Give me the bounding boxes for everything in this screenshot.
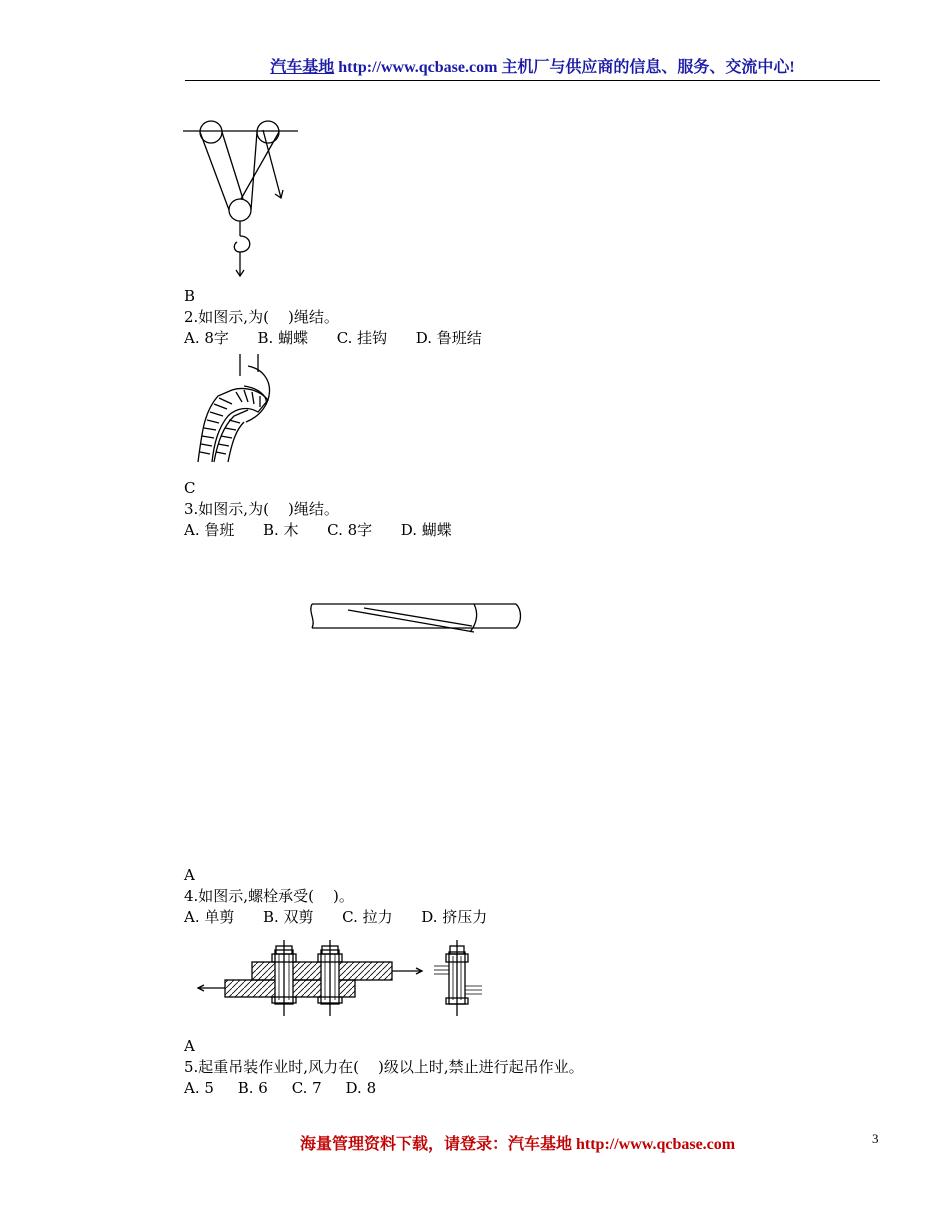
options-4: A. 单剪 B. 双剪 C. 拉力 D. 挤压力: [184, 908, 488, 926]
site-url[interactable]: http://www.qcbase.com: [338, 59, 498, 76]
hitch-knot-figure: [188, 352, 278, 467]
page-header: [185, 56, 880, 81]
answer-2: C: [184, 479, 196, 497]
options-2: A. 8字 B. 蝴蝶 C. 挂钩 D. 鲁班结: [184, 329, 482, 347]
question-2: 2.如图示,为( )绳结。: [184, 308, 339, 326]
pole-knot-figure: [308, 600, 523, 640]
answer-4: A: [184, 1037, 195, 1055]
bolt-shear-figure: [190, 940, 490, 1020]
options-3: A. 鲁班 B. 木 C. 8字 D. 蝴蝶: [184, 521, 452, 539]
page-number: 3: [872, 1131, 879, 1146]
page-footer[interactable]: 海量管理资料下载，请登录：汽车基地 http://www.qcbase.com: [300, 1136, 736, 1153]
question-4: 4.如图示,螺栓承受( )。: [184, 887, 354, 905]
answer-3: A: [184, 866, 195, 884]
question-5: 5.起重吊装作业时,风力在( )级以上时,禁止进行起吊作业。: [184, 1058, 584, 1076]
site-tagline: 主机厂与供应商的信息、服务、交流中心!: [501, 59, 795, 76]
answer-1: B: [184, 287, 196, 305]
pulley-block-figure: [183, 118, 303, 278]
question-3: 3.如图示,为( )绳结。: [184, 500, 339, 518]
site-name-link[interactable]: 汽车基地: [270, 59, 335, 76]
options-5: A. 5 B. 6 C. 7 D. 8: [184, 1079, 377, 1097]
